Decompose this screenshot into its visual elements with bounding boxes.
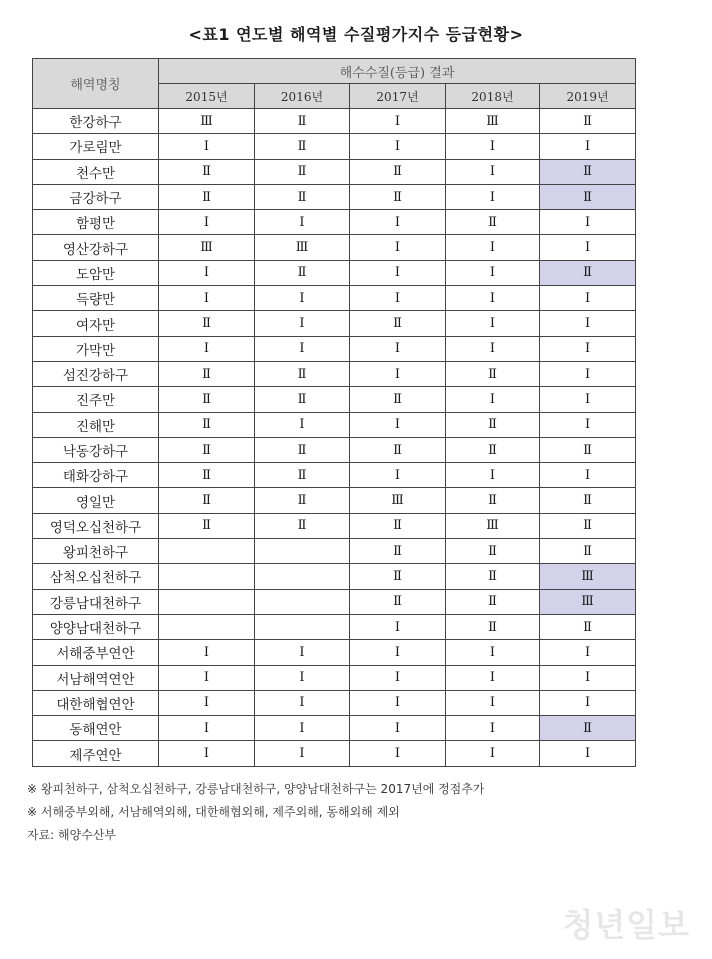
grade-cell: Ⅱ [255,134,350,159]
grade-cell: Ⅰ [350,361,446,386]
grade-cell: Ⅱ [255,109,350,134]
table-row [33,437,636,462]
grade-cell: Ⅰ [540,463,636,488]
grade-cell: Ⅰ [446,665,540,690]
grade-cell: Ⅰ [159,336,255,361]
grade-cell: Ⅱ [350,539,446,564]
region-name: 득량만 [33,286,159,311]
region-name: 왕피천하구 [33,539,159,564]
grade-cell: Ⅰ [446,336,540,361]
grade-cell: Ⅰ [255,640,350,665]
grade-cell: Ⅲ [159,235,255,260]
grade-cell: Ⅱ [159,387,255,412]
grade-cell: Ⅰ [255,412,350,437]
region-name: 진해만 [33,412,159,437]
region-name: 금강하구 [33,184,159,209]
table-row [33,311,636,336]
year-header: 2018년 [446,84,540,109]
grade-cell: Ⅰ [159,134,255,159]
region-name: 양양남대천하구 [33,614,159,639]
grade-cell: Ⅱ [540,159,636,184]
grade-cell: Ⅱ [159,361,255,386]
grade-cell: Ⅱ [350,564,446,589]
table-row [33,488,636,513]
grade-cell: Ⅰ [350,336,446,361]
grade-cell: Ⅱ [350,437,446,462]
table-row [33,539,636,564]
region-name: 한강하구 [33,109,159,134]
region-name: 도암만 [33,260,159,285]
table-row [33,716,636,741]
grade-cell [255,589,350,614]
grade-cell: Ⅱ [446,539,540,564]
grade-cell [159,539,255,564]
region-name: 서해중부연안 [33,640,159,665]
grade-cell: Ⅰ [350,109,446,134]
region-name: 섬진강하구 [33,361,159,386]
footnote-added-stations: ※ 왕피천하구, 삼척오십천하구, 강릉남대천하구, 양양남대천하구는 2017년에 정점추가 [27,782,485,796]
grade-cell: Ⅱ [446,488,540,513]
grade-cell: Ⅰ [350,690,446,715]
footnotes [27,778,484,847]
grade-cell: Ⅰ [446,640,540,665]
table-row [33,741,636,766]
region-name: 태화강하구 [33,463,159,488]
grade-cell: Ⅰ [446,463,540,488]
grade-cell: Ⅰ [446,184,540,209]
grade-cell: Ⅰ [255,741,350,766]
region-name: 천수만 [33,159,159,184]
grade-cell: Ⅰ [350,614,446,639]
grade-cell: Ⅰ [350,286,446,311]
grade-cell: Ⅱ [255,387,350,412]
grade-cell [255,614,350,639]
grade-cell: Ⅱ [255,361,350,386]
grade-cell: Ⅰ [540,286,636,311]
grade-cell: Ⅱ [540,614,636,639]
grade-cell: Ⅱ [446,564,540,589]
footnote-excluded-areas: ※ 서해중부외해, 서남해역외해, 대한해협외해, 제주외해, 동해외해 제외 [27,805,400,819]
grade-cell: Ⅱ [350,387,446,412]
grade-cell: Ⅱ [159,412,255,437]
grade-cell: Ⅰ [540,387,636,412]
grade-cell: Ⅰ [159,665,255,690]
grade-cell: Ⅲ [255,235,350,260]
grade-cell: Ⅲ [350,488,446,513]
publisher-watermark: 청년일보 [562,906,690,944]
table-row [33,412,636,437]
grade-cell: Ⅱ [255,260,350,285]
grade-cell: Ⅰ [350,665,446,690]
grade-cell [159,614,255,639]
grade-cell [255,564,350,589]
source-note: 자료: 해양수산부 [27,828,117,842]
grade-cell: Ⅰ [159,286,255,311]
grade-cell: Ⅱ [350,184,446,209]
table-row [33,336,636,361]
grade-cell: Ⅰ [446,159,540,184]
table-row [33,640,636,665]
grade-cell: Ⅱ [350,589,446,614]
table-row [33,210,636,235]
grade-cell: Ⅱ [446,437,540,462]
region-name: 영산강하구 [33,235,159,260]
grade-cell: Ⅰ [446,286,540,311]
region-name: 동해연안 [33,716,159,741]
grade-cell: Ⅱ [255,159,350,184]
table-row [33,286,636,311]
grade-cell: Ⅱ [255,184,350,209]
grade-cell: Ⅱ [159,184,255,209]
grade-cell: Ⅰ [159,716,255,741]
table-row [33,184,636,209]
region-column-header: 해역명칭 [33,59,159,109]
table-row [33,463,636,488]
grade-cell: Ⅰ [540,640,636,665]
grade-cell: Ⅰ [159,210,255,235]
table-row [33,260,636,285]
grade-cell: Ⅱ [540,260,636,285]
table-row [33,159,636,184]
table-row [33,614,636,639]
grade-cell: Ⅱ [255,437,350,462]
grade-cell: Ⅱ [350,311,446,336]
grade-cell: Ⅰ [540,235,636,260]
grade-cell: Ⅱ [540,109,636,134]
grade-cell: Ⅰ [350,235,446,260]
grade-cell: Ⅲ [159,109,255,134]
grade-cell [159,564,255,589]
grade-cell: Ⅰ [446,260,540,285]
table-row [33,134,636,159]
grade-cell: Ⅱ [159,463,255,488]
grade-cell: Ⅱ [159,437,255,462]
year-header: 2015년 [159,84,255,109]
region-name: 대한해협연안 [33,690,159,715]
region-name: 함평만 [33,210,159,235]
results-group-header: 해수수질(등급) 결과 [159,59,636,84]
grade-cell: Ⅰ [350,210,446,235]
grade-cell: Ⅰ [446,716,540,741]
grade-cell: Ⅰ [350,260,446,285]
grade-cell: Ⅰ [255,665,350,690]
region-name: 서남해역연안 [33,665,159,690]
region-name: 영일만 [33,488,159,513]
grade-cell: Ⅰ [159,640,255,665]
grade-cell: Ⅰ [540,210,636,235]
grade-cell: Ⅰ [350,412,446,437]
grade-cell: Ⅱ [446,614,540,639]
grade-cell [255,539,350,564]
grade-cell [159,589,255,614]
table-row [33,109,636,134]
grade-cell: Ⅰ [540,690,636,715]
grade-cell: Ⅱ [159,159,255,184]
grade-cell: Ⅱ [446,412,540,437]
grade-cell: Ⅰ [159,260,255,285]
region-name: 가막만 [33,336,159,361]
table-row [33,589,636,614]
grade-cell: Ⅰ [540,741,636,766]
year-header: 2016년 [255,84,350,109]
table-row [33,564,636,589]
grade-cell: Ⅰ [255,716,350,741]
table-row [33,387,636,412]
grade-cell: Ⅰ [350,463,446,488]
region-name: 삼척오십천하구 [33,564,159,589]
grade-cell: Ⅰ [446,134,540,159]
table-title: <표1 연도별 해역별 수질평가지수 등급현황> [188,25,524,44]
grade-cell: Ⅲ [540,589,636,614]
grade-cell: Ⅰ [255,286,350,311]
grade-cell: Ⅰ [255,690,350,715]
grade-cell: Ⅱ [540,513,636,538]
grade-cell: Ⅱ [446,589,540,614]
region-name: 강릉남대천하구 [33,589,159,614]
grade-cell: Ⅱ [446,210,540,235]
region-name: 낙동강하구 [33,437,159,462]
grade-cell: Ⅰ [540,336,636,361]
grade-cell: Ⅰ [350,134,446,159]
region-name: 제주연안 [33,741,159,766]
grade-cell: Ⅱ [540,437,636,462]
grade-cell: Ⅱ [255,513,350,538]
grade-cell: Ⅱ [540,488,636,513]
region-name: 영덕오십천하구 [33,513,159,538]
grade-cell: Ⅱ [159,488,255,513]
year-header: 2019년 [540,84,636,109]
table-row [33,361,636,386]
grade-cell: Ⅱ [446,361,540,386]
table-row [33,513,636,538]
water-quality-grade-table [32,58,636,767]
region-name: 여자만 [33,311,159,336]
table-row [33,235,636,260]
grade-cell: Ⅱ [255,463,350,488]
grade-cell: Ⅰ [159,741,255,766]
grade-cell: Ⅱ [540,716,636,741]
year-header: 2017년 [350,84,446,109]
grade-cell: Ⅰ [350,640,446,665]
grade-cell: Ⅰ [255,336,350,361]
grade-cell: Ⅰ [446,690,540,715]
grade-cell: Ⅱ [255,488,350,513]
table-row [33,690,636,715]
region-name: 진주만 [33,387,159,412]
grade-cell: Ⅱ [540,184,636,209]
grade-cell: Ⅰ [446,311,540,336]
grade-cell: Ⅰ [255,210,350,235]
grade-cell: Ⅲ [446,513,540,538]
grade-cell: Ⅱ [159,311,255,336]
grade-cell: Ⅰ [540,134,636,159]
grade-cell: Ⅲ [446,109,540,134]
grade-cell: Ⅰ [540,665,636,690]
grade-cell: Ⅰ [446,741,540,766]
grade-cell: Ⅰ [350,716,446,741]
grade-cell: Ⅲ [540,564,636,589]
region-name: 가로림만 [33,134,159,159]
grade-cell: Ⅱ [350,159,446,184]
grade-cell: Ⅰ [540,412,636,437]
grade-cell: Ⅰ [540,311,636,336]
grade-cell: Ⅰ [446,235,540,260]
table-row [33,665,636,690]
grade-cell: Ⅰ [159,690,255,715]
grade-cell: Ⅱ [350,513,446,538]
grade-cell: Ⅱ [540,539,636,564]
grade-cell: Ⅱ [159,513,255,538]
grade-cell: Ⅰ [350,741,446,766]
grade-cell: Ⅰ [255,311,350,336]
grade-cell: Ⅰ [540,361,636,386]
grade-cell: Ⅰ [446,387,540,412]
